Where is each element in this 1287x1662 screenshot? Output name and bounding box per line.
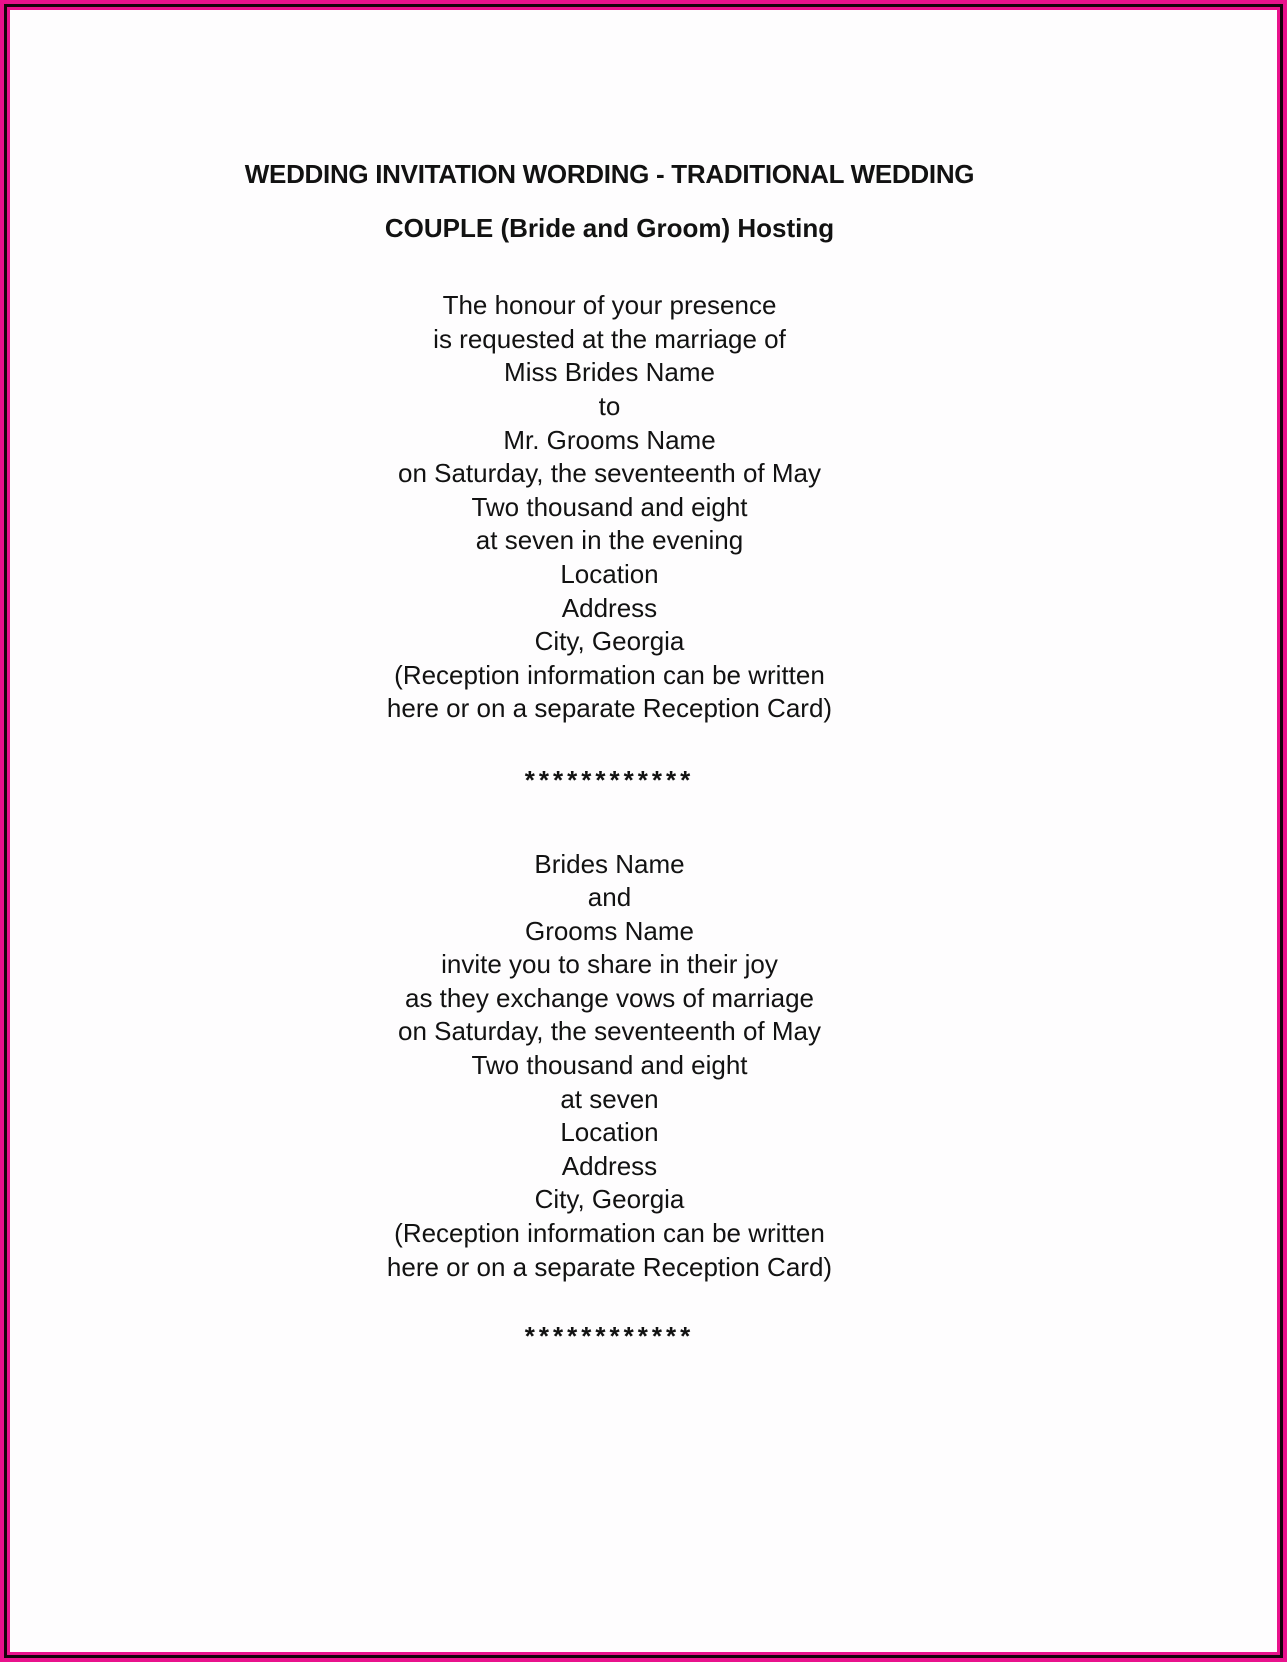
invitation-line: The honour of your presence	[442, 290, 777, 321]
page-frame-inner-pink	[7, 7, 1280, 1655]
invitation-line: Two thousand and eight	[471, 491, 748, 522]
invitation-line: Miss Brides Name	[504, 357, 715, 388]
invitation-line: Address	[561, 1150, 658, 1181]
invitation-line: (Reception information can be written	[394, 659, 825, 690]
invitation-line: Address	[561, 592, 658, 623]
document-title: WEDDING INVITATION WORDING - TRADITIONAL WEDDING	[244, 159, 975, 189]
invitation-line: and	[587, 882, 632, 913]
invitation-line: City, Georgia	[534, 1184, 685, 1215]
invitation-line: here or on a separate Reception Card)	[386, 1251, 833, 1282]
invitation-wording-couple-hosting-2	[128, 848, 1091, 1285]
page-frame-dark-line	[4, 4, 1283, 1658]
document-body	[10, 10, 1277, 1354]
invitation-line: Two thousand and eight	[471, 1050, 748, 1081]
invitation-line: to	[598, 390, 621, 421]
invitation-line: Location	[560, 558, 659, 589]
invitation-line: Mr. Grooms Name	[503, 424, 716, 455]
invitation-line: Brides Name	[534, 848, 685, 879]
invitation-line: here or on a separate Reception Card)	[386, 693, 833, 724]
invitation-line: is requested at the marriage of	[433, 323, 786, 354]
invitation-line: on Saturday, the seventeenth of May	[397, 1016, 821, 1047]
invitation-line: as they exchange vows of marriage	[405, 982, 814, 1013]
invitation-wording-couple-hosting-1	[128, 289, 1091, 726]
asterisk-separator: ************	[524, 1321, 695, 1352]
invitation-line: on Saturday, the seventeenth of May	[397, 458, 821, 489]
invitation-line: invite you to share in their joy	[441, 949, 778, 980]
invitation-line: Location	[560, 1117, 659, 1148]
invitation-line: at seven in the evening	[475, 525, 744, 556]
invitation-line: (Reception information can be written	[394, 1218, 825, 1249]
invitation-line: City, Georgia	[534, 626, 685, 657]
asterisk-separator: ************	[524, 764, 695, 795]
invitation-line: at seven	[560, 1083, 659, 1114]
document-subtitle: COUPLE (Bride and Groom) Hosting	[384, 212, 835, 243]
invitation-line: Grooms Name	[524, 915, 695, 946]
